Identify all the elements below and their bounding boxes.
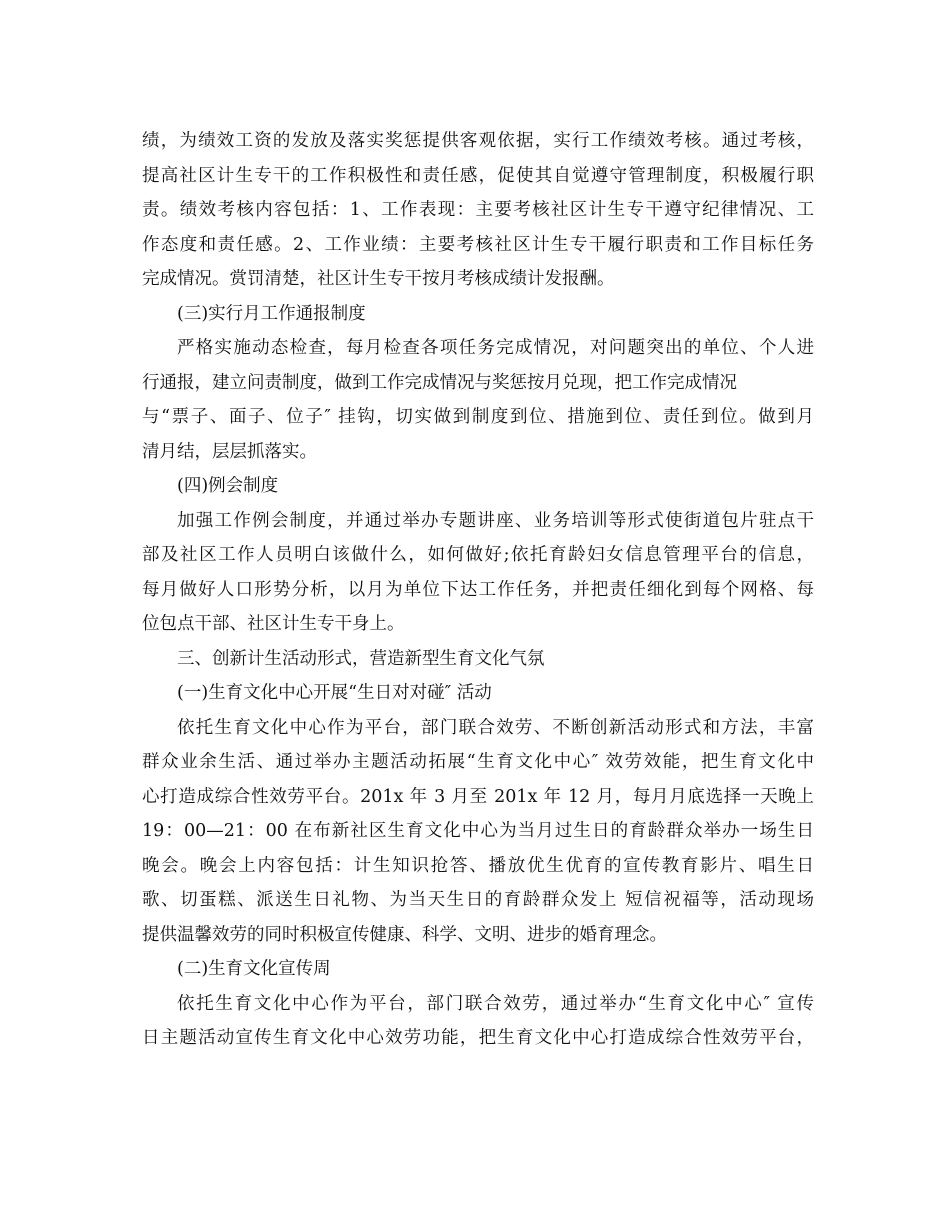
paragraph-line: 提供温馨效劳的同时积极宣传健康、科学、文明、进步的婚育理念。 xyxy=(142,924,667,945)
section-heading: 三、创新计生活动形式，营造新型生育文化气氛 xyxy=(177,648,545,669)
paragraph-line: 每月做好人口形势分析，以月为单位下达工作任务，并把责任细化到每个网格、每 xyxy=(142,579,814,600)
document-body xyxy=(142,124,814,1056)
paragraph-line: 群众业余生活、通过举办主题活动拓展“生育文化中心″ 效劳效能，把生育文化中 xyxy=(142,752,814,772)
paragraph-line: 晚会。晚会上内容包括：计生知识抢答、播放优生优育的宣传教育影片、唱生日 xyxy=(142,855,814,876)
paragraph-line: 依托生育文化中心作为平台，部门联合效劳，通过举办“生育文化中心″ 宣传 xyxy=(177,993,814,1014)
paragraph-line: 日主题活动宣传生育文化中心效劳功能，把生育文化中心打造成综合性效劳平台， xyxy=(142,1028,814,1048)
paragraph-line: 绩，为绩效工资的发放及落实奖惩提供客观依据，实行工作绩效考核。通过考核， xyxy=(142,131,814,151)
section-heading: (二)生育文化宣传周 xyxy=(177,959,331,979)
paragraph-line: 部及社区工作人员明白该做什么，如何做好;依托育龄妇女信息管理平台的信息， xyxy=(142,545,814,565)
paragraph-line: 位包点干部、社区计生专干身上。 xyxy=(142,614,405,634)
paragraph-line: 严格实施动态检查，每月检查各项任务完成情况，对问题突出的单位、个人进 xyxy=(177,338,814,358)
paragraph-line: 依托生育文化中心作为平台，部门联合效劳、不断创新活动形式和方法，丰富 xyxy=(177,717,814,738)
paragraph-line: 责。绩效考核内容包括：1、工作表现：主要考核社区计生专干遵守纪律情况、工 xyxy=(142,200,814,220)
paragraph-line: 提高社区计生专干的工作积极性和责任感，促使其自觉遵守管理制度，积极履行职 xyxy=(142,165,814,186)
section-heading: (四)例会制度 xyxy=(177,476,279,496)
paragraph-line: 加强工作例会制度，并通过举办专题讲座、业务培训等形式使街道包片驻点干 xyxy=(177,510,814,531)
paragraph-line: 19：00—21：00 在布新社区生育文化中心为当月过生日的育龄群众举办一场生日 xyxy=(142,821,814,841)
paragraph-line: 歌、切蛋糕、派送生日礼物、为当天生日的育龄群众发上 短信祝福等，活动现场 xyxy=(142,890,814,910)
paragraph-line: 作态度和责任感。2、工作业绩：主要考核社区计生专干履行职责和工作目标任务 xyxy=(142,234,814,255)
section-heading: (三)实行月工作通报制度 xyxy=(177,303,366,324)
section-heading: (一)生育文化中心开展“生日对对碰″ 活动 xyxy=(177,683,492,703)
paragraph-line: 与“票子、面子、位子″ 挂钩，切实做到制度到位、措施到位、责任到位。做到月 xyxy=(142,407,814,427)
paragraph-line: 心打造成综合性效劳平台。201x 年 3 月至 201x 年 12 月，每月月底选择一天晚上 xyxy=(142,786,814,807)
paragraph-line: 完成情况。赏罚清楚，社区计生专干按月考核成绩计发报酬。 xyxy=(142,269,615,289)
paragraph-line: 清月结，层层抓落实。 xyxy=(142,441,317,462)
paragraph-line: 行通报，建立问责制度，做到工作完成情况与奖惩按月兑现，把工作完成情况 xyxy=(142,372,737,393)
